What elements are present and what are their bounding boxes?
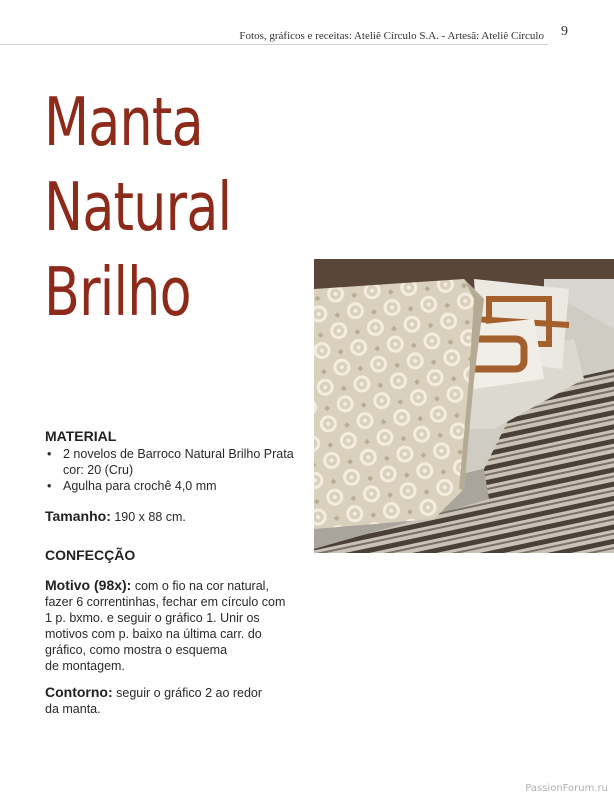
contorno-paragraph — [45, 684, 315, 717]
motivo-line-6: de montagem. — [45, 659, 125, 673]
watermark: PassionForum.ru — [525, 783, 608, 794]
title-line-2: Natural — [44, 168, 232, 246]
header-divider — [0, 44, 548, 45]
tamanho-value: 190 x 88 cm. — [110, 510, 186, 524]
list-item — [45, 478, 315, 494]
material-heading: MATERIAL — [45, 428, 117, 444]
header-credits: Fotos, gráficos e receitas: Ateliê Círculo S.A. - Artesã: Ateliê Círculo — [239, 30, 544, 42]
material-list — [45, 446, 315, 494]
page-number: 9 — [561, 24, 568, 39]
material-item-2: Agulha para crochê 4,0 mm — [63, 479, 217, 493]
title-line-1: Manta — [44, 83, 203, 161]
material-item-1-line-2: cor: 20 (Cru) — [63, 463, 134, 477]
motivo-line-5: gráfico, como mostra o esquema — [45, 643, 228, 657]
contorno-line-1: seguir o gráfico 2 ao redor — [112, 686, 263, 700]
page-title — [44, 80, 231, 335]
material-item-1-line-1: 2 novelos de Barroco Natural Brilho Prata — [63, 447, 294, 461]
motivo-line-4: motivos com p. baixo na última carr. do — [45, 627, 262, 641]
tamanho-label: Tamanho: — [45, 508, 111, 524]
list-item — [45, 446, 315, 478]
motivo-line-2: fazer 6 correntinhas, fechar em círculo com — [45, 595, 286, 609]
contorno-line-2: da manta. — [45, 702, 101, 716]
instructions — [45, 428, 315, 717]
motivo-label: Motivo (98x): — [45, 577, 132, 593]
motivo-paragraph — [45, 577, 315, 674]
title-line-3: Brilho — [44, 253, 191, 331]
product-photo — [314, 259, 614, 553]
motivo-line-1: com o fio na cor natural, — [131, 579, 269, 593]
contorno-label: Contorno: — [45, 684, 113, 700]
confeccao-heading: CONFECÇÃO — [45, 547, 136, 563]
tamanho-paragraph — [45, 508, 315, 525]
motivo-line-3: 1 p. bxmo. e seguir o gráfico 1. Unir os — [45, 611, 260, 625]
